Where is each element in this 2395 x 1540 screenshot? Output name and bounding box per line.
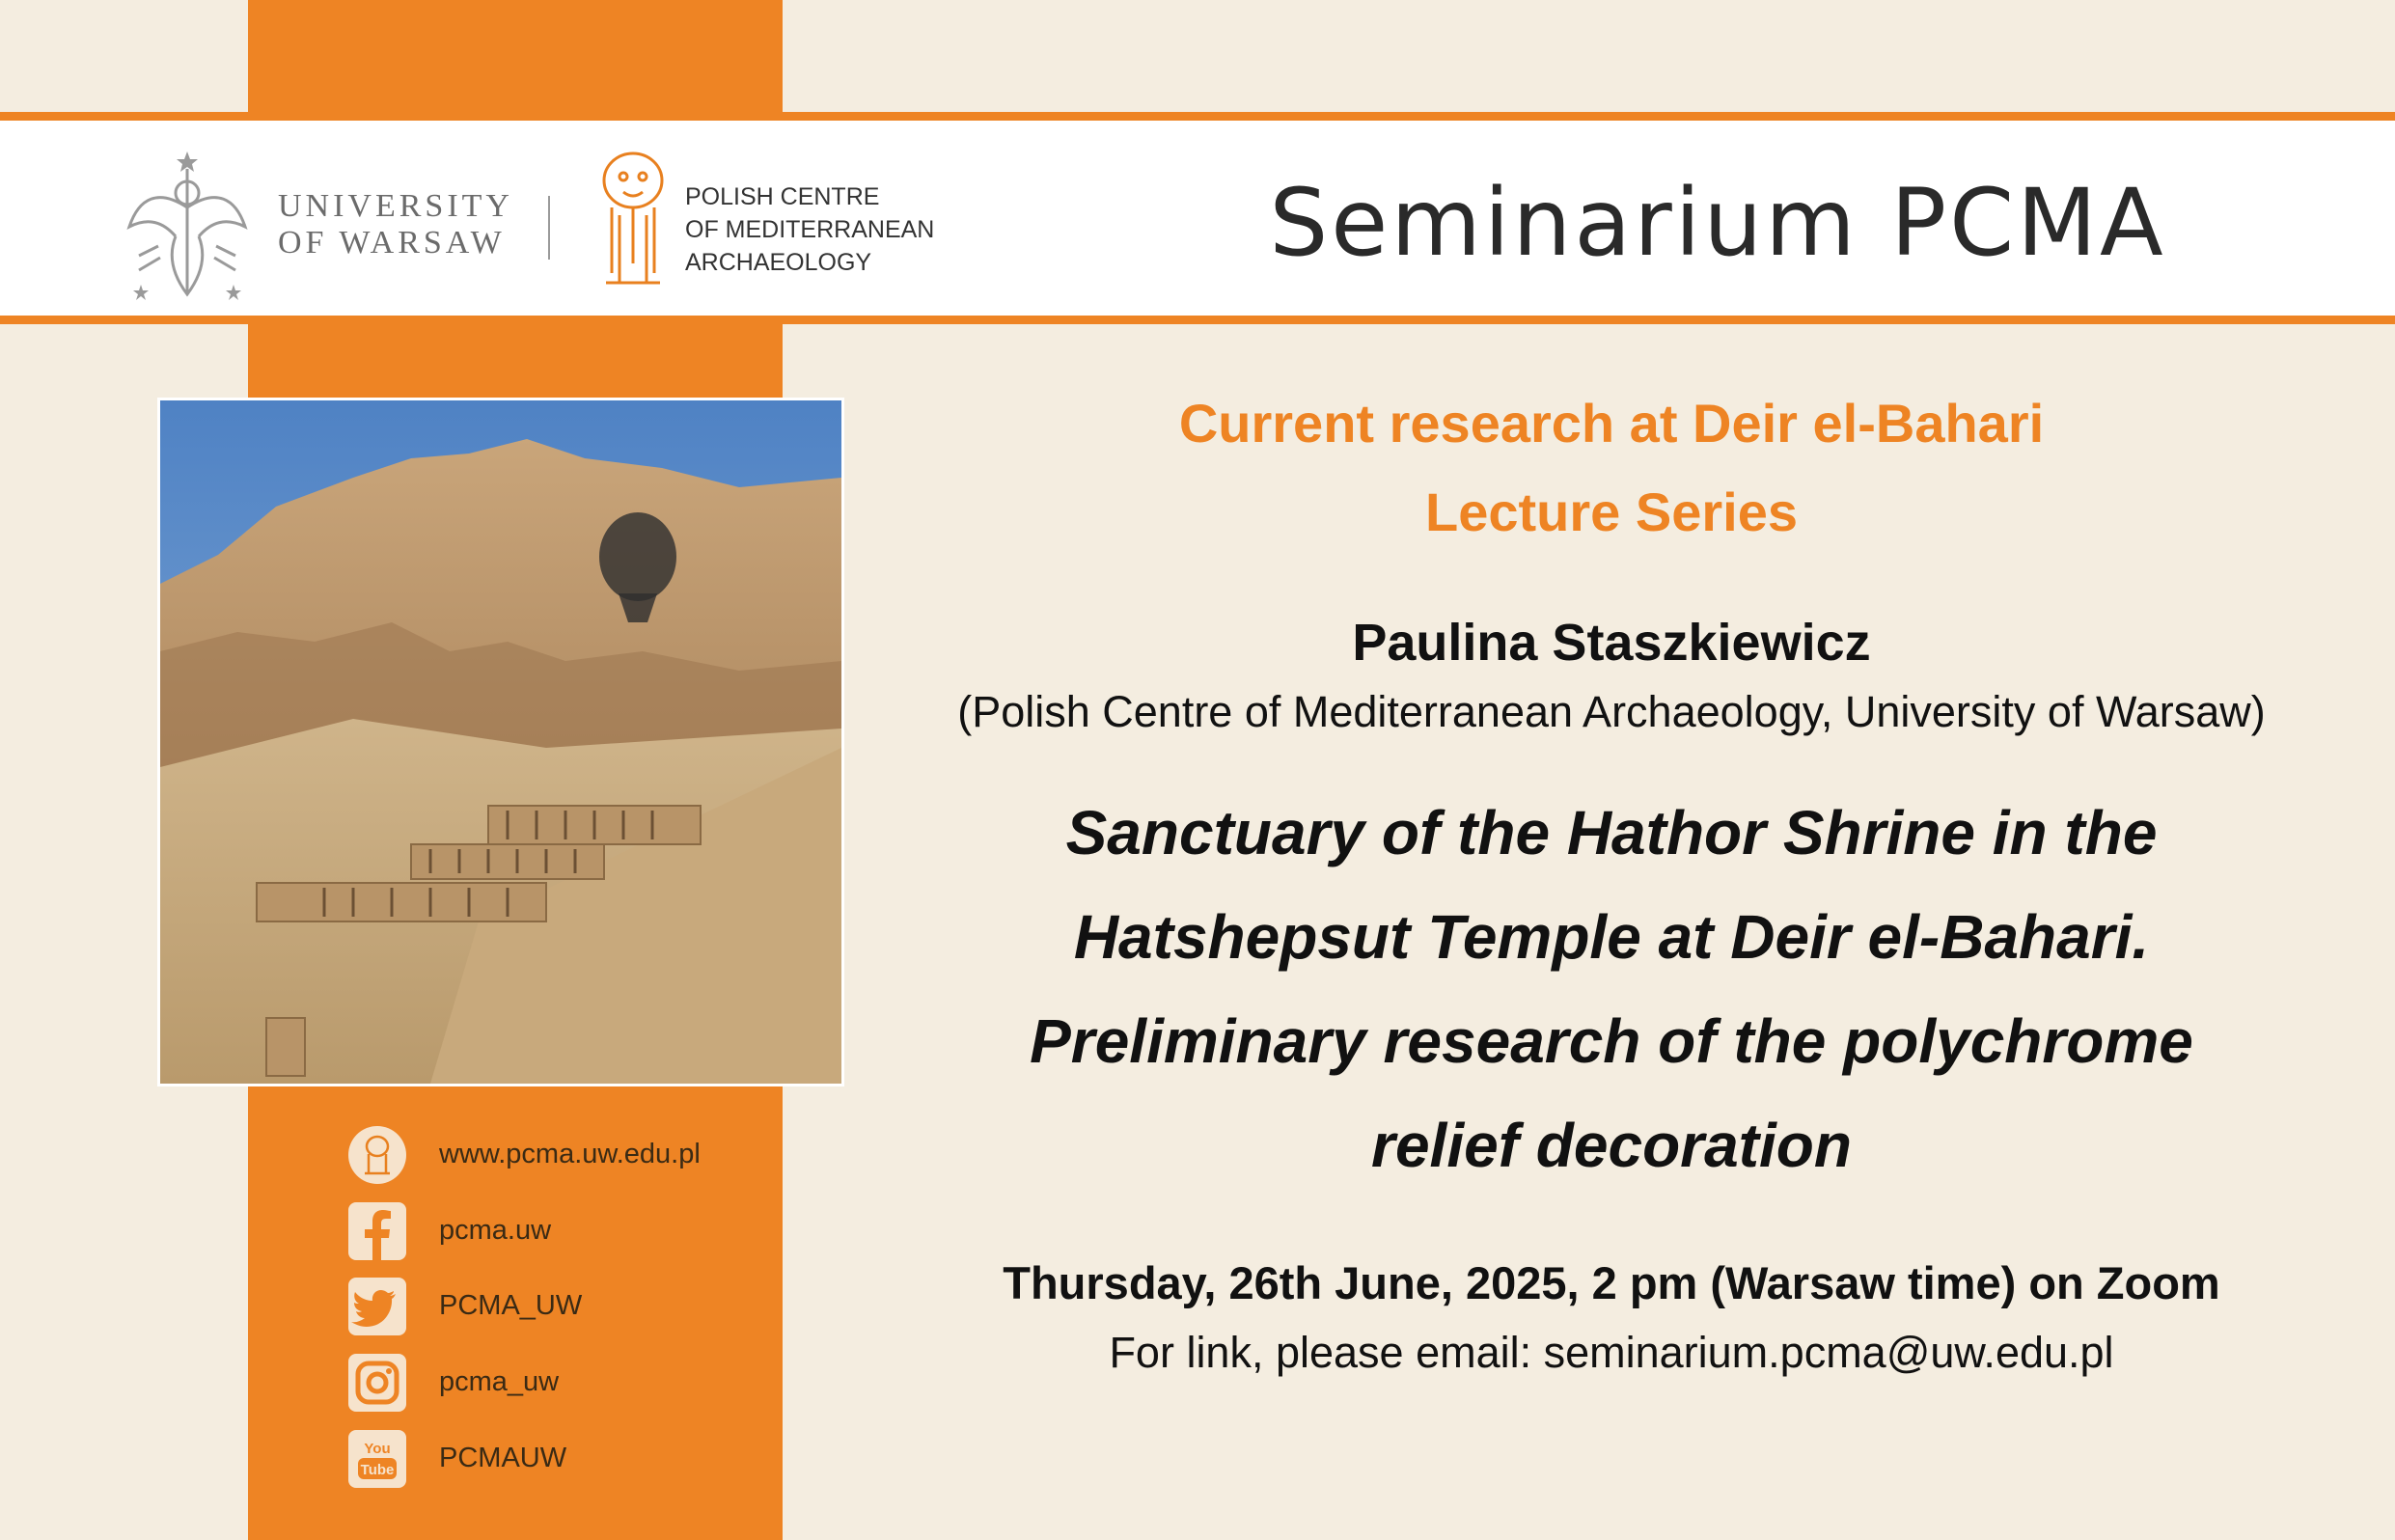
youtube-icon xyxy=(347,1429,407,1489)
seminar-title: Seminarium PCMA xyxy=(1269,169,2166,277)
contact-instagram[interactable] xyxy=(347,1353,753,1420)
event-email[interactable]: For link, please email: seminarium.pcma@uw.edu.pl xyxy=(1109,1328,2114,1377)
event-date: Thursday, 26th June, 2025, 2 pm (Warsaw time) on Zoom xyxy=(1003,1257,2220,1308)
deir-el-bahari-photo xyxy=(157,398,844,1086)
pcma-lion-icon xyxy=(347,1125,407,1185)
contact-youtube[interactable] xyxy=(347,1429,753,1497)
pcma-name xyxy=(685,180,934,279)
youtube-icon-tube: Tube xyxy=(360,1462,395,1478)
pcma-line1: POLISH CENTRE xyxy=(685,183,880,210)
university-line1: UNIVERSITY xyxy=(278,188,513,224)
facebook-icon xyxy=(347,1201,407,1261)
university-eagle-logo xyxy=(120,150,255,304)
series-title: Current research at Deir el-Bahari xyxy=(1178,393,2045,454)
talk-title-line: Sanctuary of the Hathor Shrine in the xyxy=(1065,798,2158,867)
pcma-line3: ARCHAEOLOGY xyxy=(685,249,872,276)
instagram-icon xyxy=(347,1353,407,1413)
talk-title-line: relief decoration xyxy=(1371,1111,1852,1180)
pcma-lion-logo xyxy=(596,148,670,292)
talk-title-line: Hatshepsut Temple at Deir el-Bahari. xyxy=(1073,902,2150,972)
speaker-affiliation: (Polish Centre of Mediterranean Archaeology, University of Warsaw) xyxy=(957,687,2266,736)
contact-label: PCMA_UW xyxy=(439,1290,583,1321)
twitter-icon xyxy=(347,1277,407,1336)
speaker-name: Paulina Staszkiewicz xyxy=(1352,614,1871,672)
university-name xyxy=(278,188,513,261)
pcma-line2: OF MEDITERRANEAN xyxy=(685,216,935,243)
contact-label: pcma.uw xyxy=(439,1215,552,1246)
youtube-icon-you: You xyxy=(364,1441,391,1457)
contact-label: pcma_uw xyxy=(439,1366,560,1397)
logo-divider xyxy=(548,196,550,260)
talk-title-line: Preliminary research of the polychrome xyxy=(1030,1006,2193,1076)
contact-website[interactable] xyxy=(347,1125,753,1193)
contact-twitter[interactable] xyxy=(347,1277,753,1344)
series-subtitle: Lecture Series xyxy=(1425,481,1798,542)
university-line2: OF WARSAW xyxy=(278,225,506,261)
contact-label: www.pcma.uw.edu.pl xyxy=(439,1139,701,1169)
contact-facebook[interactable] xyxy=(347,1201,753,1269)
contact-label: PCMAUW xyxy=(439,1443,567,1473)
header-band xyxy=(0,112,2395,324)
